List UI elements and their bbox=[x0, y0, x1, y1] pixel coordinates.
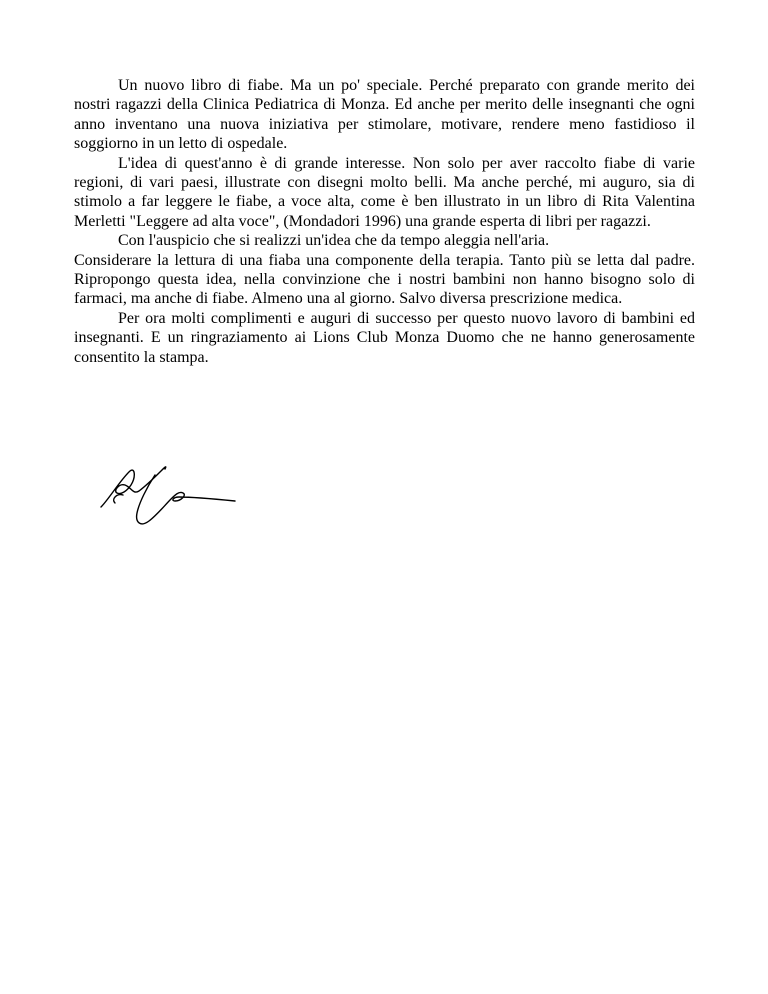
body-text bbox=[74, 76, 695, 367]
paragraph-5: Per ora molti complimenti e auguri di successo per questo nuovo lavoro di bambini ed insegnanti. E un ringraziamento ai Lions Club Monza Duomo che ne hanno generosamente consentito la stampa. bbox=[74, 309, 695, 366]
signature-icon bbox=[95, 455, 245, 545]
paragraph-2: L'idea di quest'anno è di grande interesse. Non solo per aver raccolto fiabe di varie regioni, di vari paesi, illustrate con disegni molto belli. Ma anche perché, mi auguro, sia di stimolo a far leggere le fiabe, a voce alta, come è ben illustrato in un libro di Rita Valentina Merletti "Leggere ad alta voce", (Mondadori 1996) una grande esperta di libri per ragazzi. bbox=[74, 154, 695, 230]
paragraph-1: Un nuovo libro di fiabe. Ma un po' speciale. Perché preparato con grande merito dei nostri ragazzi della Clinica Pediatrica di Monza. Ed anche per merito delle insegnanti che ogni anno inventano una nuova iniziativa per stimolare, motivare, rendere meno fastidioso il soggiorno in un letto di ospedale. bbox=[74, 77, 695, 153]
signature-stroke-3 bbox=[114, 495, 123, 503]
signature-stroke-1 bbox=[101, 467, 166, 507]
paragraph-3: Con l'auspicio che si realizzi un'idea che da tempo aleggia nell'aria. bbox=[118, 232, 550, 250]
paragraph-4: Considerare la lettura di una fiaba una componente della terapia. Tanto più se letta dal padre. Ripropongo questa idea, nella convinzione che i nostri bambini non hanno bisogno solo di farmaci, ma anche di fiabe. Almeno una al giorno. Salvo diversa prescrizione medica. bbox=[74, 251, 695, 308]
signature-stroke-2 bbox=[137, 475, 235, 524]
